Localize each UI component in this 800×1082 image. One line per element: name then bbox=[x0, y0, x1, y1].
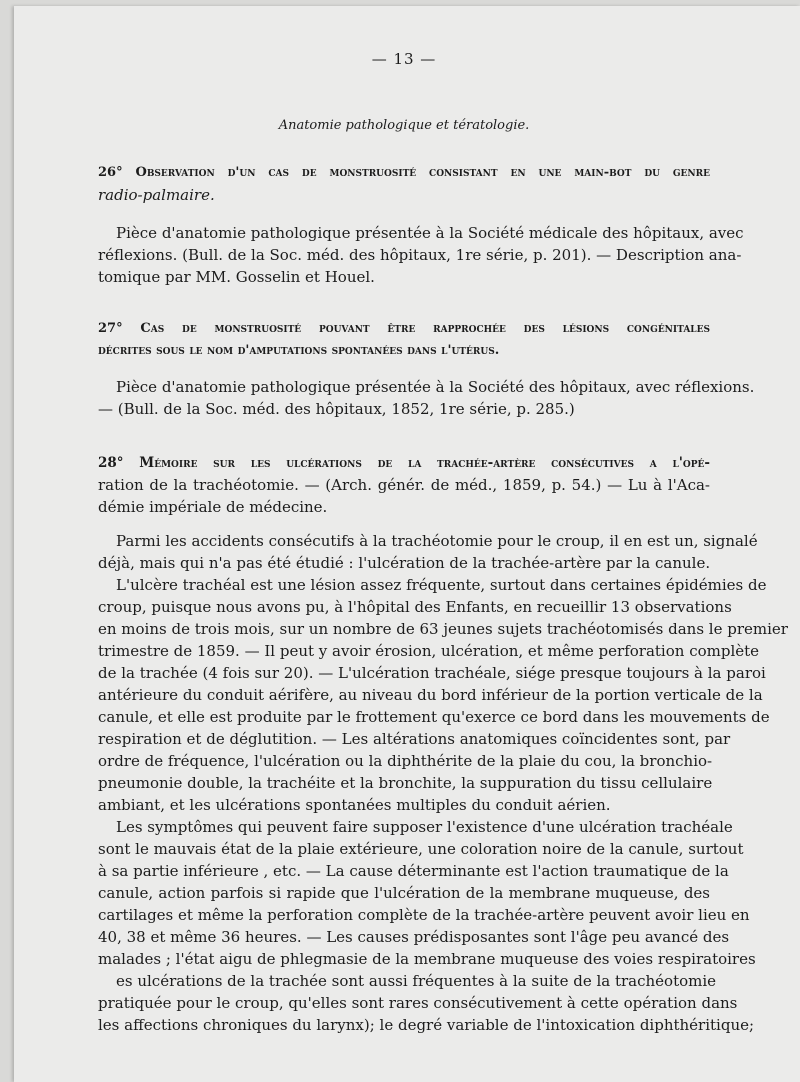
body-line: antérieure du conduit aérifère, au niveau du bord inférieur de la portion verticale de la bbox=[98, 686, 763, 704]
body-line: pratiquée pour le croup, qu'elles sont rares consécutivement à cette opération dans bbox=[98, 994, 738, 1012]
body-line: trimestre de 1859. — Il peut y avoir érosion, ulcération, et même perforation complète bbox=[98, 642, 760, 660]
entry-27-heading-line: décrites sous le nom d'amputations spontanées dans l'utérus. bbox=[98, 343, 500, 358]
entry-27 bbox=[98, 318, 710, 362]
body-line: croup, puisque nous avons pu, à l'hôpital des Enfants, en recueillir 13 observations bbox=[98, 598, 732, 616]
body-line: L'ulcère trachéal est une lésion assez fréquente, surtout dans certaines épidémies de bbox=[116, 576, 767, 594]
section-title: Anatomie pathologique et tératologie. bbox=[278, 118, 530, 133]
body-line: ordre de fréquence, l'ulcération ou la diphthérite de la plaie du cou, la bronchio- bbox=[98, 752, 713, 770]
body-line: Les symptômes qui peuvent faire supposer l'existence d'une ulcération trachéale bbox=[116, 818, 733, 836]
entry-27-text bbox=[98, 376, 755, 420]
entry-27-line: — (Bull. de la Soc. méd. des hôpitaux, 1852, 1re série, p. 285.) bbox=[98, 400, 575, 418]
entry-26-line: Pièce d'anatomie pathologique présentée à la Société médicale des hôpitaux, avec bbox=[116, 224, 744, 242]
body-line: canule, action parfois si rapide que l'ulcération de la membrane muqueuse, des bbox=[98, 884, 710, 902]
body-line: es ulcérations de la trachée sont aussi fréquentes à la suite de la trachéotomie bbox=[116, 972, 717, 990]
body-line: pneumonie double, la trachéite et la bronchite, la suppuration du tissu cellulaire bbox=[98, 774, 713, 792]
body-line: respiration et de déglutition. — Les altérations anatomiques coïncidentes sont, par bbox=[98, 730, 731, 748]
entry-26-line: tomique par MM. Gosselin et Houel. bbox=[98, 268, 375, 286]
body-line: à sa partie inférieure , etc. — La cause déterminante est l'action traumatique de la bbox=[98, 862, 729, 880]
body-line: 40, 38 et même 36 heures. — Les causes prédisposantes sont l'âge peu avancé des bbox=[98, 928, 730, 946]
entry-27-line: Pièce d'anatomie pathologique présentée à la Société des hôpitaux, avec réflexions. bbox=[116, 378, 755, 396]
entry-26-heading-line: 26° Observation d'un cas de monstruosité consistant en une main-bot du genre bbox=[98, 165, 710, 180]
body-line: malades ; l'état aigu de phlegmasie de la membrane muqueuse des voies respiratoires bbox=[98, 950, 756, 968]
entry-28-line: ration de la trachéotomie. — (Arch. génér. de méd., 1859, p. 54.) — Lu à l'Aca- bbox=[98, 476, 710, 494]
body-text bbox=[98, 530, 788, 1036]
entry-27-heading-line: 27° Cas de monstruosité pouvant être rapprochée des lésions congénitales bbox=[98, 321, 710, 336]
body-line: Parmi les accidents consécutifs à la trachéotomie pour le croup, il en est un, signalé bbox=[116, 532, 758, 550]
body-line: ambiant, et les ulcérations spontanées multiples du conduit aérien. bbox=[98, 796, 611, 814]
body-line: canule, et elle est produite par le frottement qu'exerce ce bord dans les mouvements de bbox=[98, 708, 770, 726]
entry-26-line: réflexions. (Bull. de la Soc. méd. des hôpitaux, 1re série, p. 201). — Description ana- bbox=[98, 246, 742, 264]
entry-26-text bbox=[98, 222, 744, 288]
entry-26-heading-line: radio-palmaire. bbox=[98, 186, 215, 204]
entry-26 bbox=[98, 162, 710, 206]
body-line: les affections chroniques du larynx); le degré variable de l'intoxication diphthéritique; bbox=[98, 1016, 755, 1034]
body-line: déjà, mais qui n'a pas été étudié : l'ulcération de la trachée-artère par la canule. bbox=[98, 554, 711, 572]
body-line: de la trachée (4 fois sur 20). — L'ulcération trachéale, siége presque toujours à la paroi bbox=[98, 664, 766, 682]
body-line: en moins de trois mois, sur un nombre de 63 jeunes sujets trachéotomisés dans le premier bbox=[98, 620, 788, 638]
entry-28-line: 28° Mémoire sur les ulcérations de la trachée-artère consécutives a l'opé- bbox=[98, 455, 710, 471]
document-page bbox=[14, 6, 800, 1082]
body-line: cartilages et même la perforation complète de la trachée-artère peuvent avoir lieu en bbox=[98, 906, 750, 924]
entry-28 bbox=[98, 452, 710, 518]
entry-28-line: démie impériale de médecine. bbox=[98, 498, 328, 516]
body-line: sont le mauvais état de la plaie extérieure, une coloration noire de la canule, surtout bbox=[98, 840, 744, 858]
page-number: — 13 — bbox=[371, 50, 437, 68]
